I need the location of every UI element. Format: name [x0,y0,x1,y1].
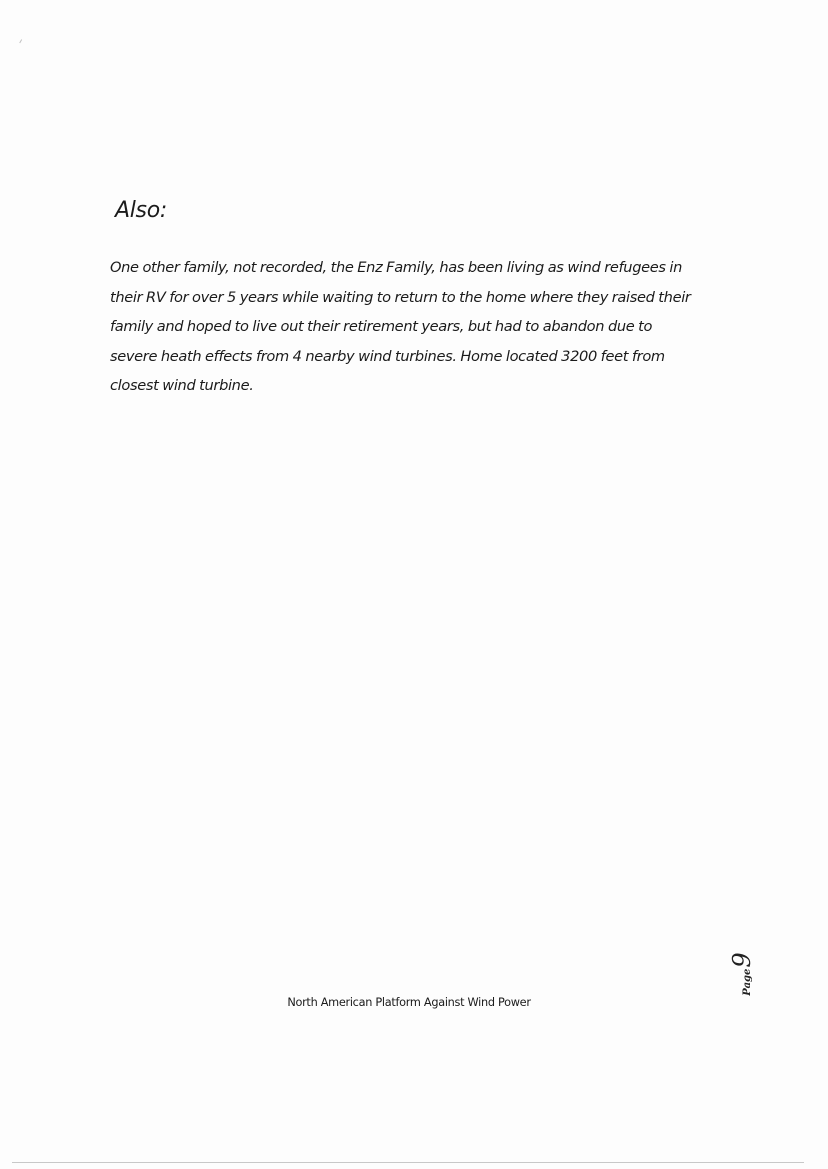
page-footer: North American Platform Against Wind Power [287,996,531,1009]
paragraph-line: family and hoped to live out their retirement years, but had to abandon due to [110,318,653,335]
scan-artifact [19,39,24,44]
page-number-value: 9 [728,952,756,968]
paragraph-line: severe heath effects from 4 nearby wind turbines. Home located 3200 feet from [110,347,665,365]
body-paragraph [110,253,730,401]
paragraph-line: their RV for over 5 years while waiting to return to the home where they raised their [110,288,691,306]
paragraph-line: One other family, not recorded, the Enz Family, has been living as wind refugees in [110,259,683,276]
section-heading: Also: [115,198,167,223]
page-number-label: Page [742,968,753,996]
bottom-divider [12,1162,804,1163]
paragraph-line: closest wind turbine. [110,377,254,394]
page-number [728,950,776,998]
